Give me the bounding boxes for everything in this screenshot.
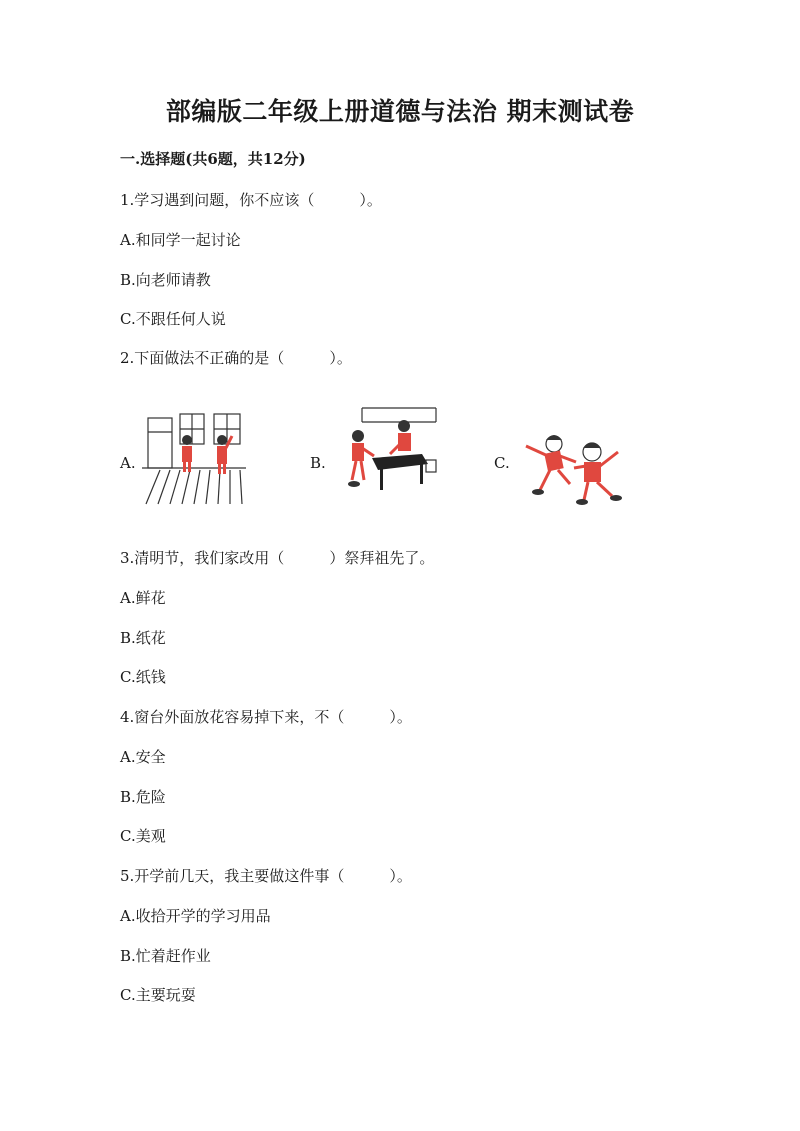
question-4-option-a: A.安全 [120, 748, 166, 766]
question-5-option-c: C.主要玩耍 [120, 986, 196, 1004]
question-4-option-b: B.危险 [120, 788, 166, 806]
question-5-option-a: A.收拾开学的学习用品 [120, 907, 271, 925]
question-3-option-b: B.纸花 [120, 629, 166, 647]
question-2-picture-options [120, 404, 640, 508]
question-5-option-b: B.忙着赶作业 [120, 947, 211, 965]
question-2-option-a-label: A. [120, 454, 136, 472]
question-4-stem: 4.窗台外面放花容易掉下来，不（ ）。 [120, 708, 412, 726]
question-5-stem: 5.开学前几天，我主要做这件事（ ）。 [120, 867, 412, 885]
question-2-stem: 2.下面做法不正确的是（ ）。 [120, 349, 352, 367]
question-3-option-a: A.鲜花 [120, 589, 166, 607]
question-3-option-c: C.纸钱 [120, 668, 166, 686]
children-wiping-desk-picture [332, 404, 440, 508]
page-title: 部编版二年级上册道德与法治 期末测试卷 [165, 97, 635, 126]
question-1-option-a: A.和同学一起讨论 [120, 231, 241, 249]
section-heading: 一.选择题(共6题，共12分) [120, 150, 306, 168]
children-fighting-picture [518, 422, 630, 506]
question-1-stem: 1.学习遇到问题，你不应该（ ）。 [120, 191, 382, 209]
question-1-option-b: B.向老师请教 [120, 271, 211, 289]
question-2-option-b-label: B. [310, 454, 326, 472]
question-1-option-c: C.不跟任何人说 [120, 310, 226, 328]
question-4-option-c: C.美观 [120, 827, 166, 845]
children-cleaning-windows-picture [142, 410, 248, 506]
question-2-option-c-label: C. [494, 454, 510, 472]
question-3-stem: 3.清明节，我们家改用（ ）祭拜祖先了。 [120, 549, 435, 567]
